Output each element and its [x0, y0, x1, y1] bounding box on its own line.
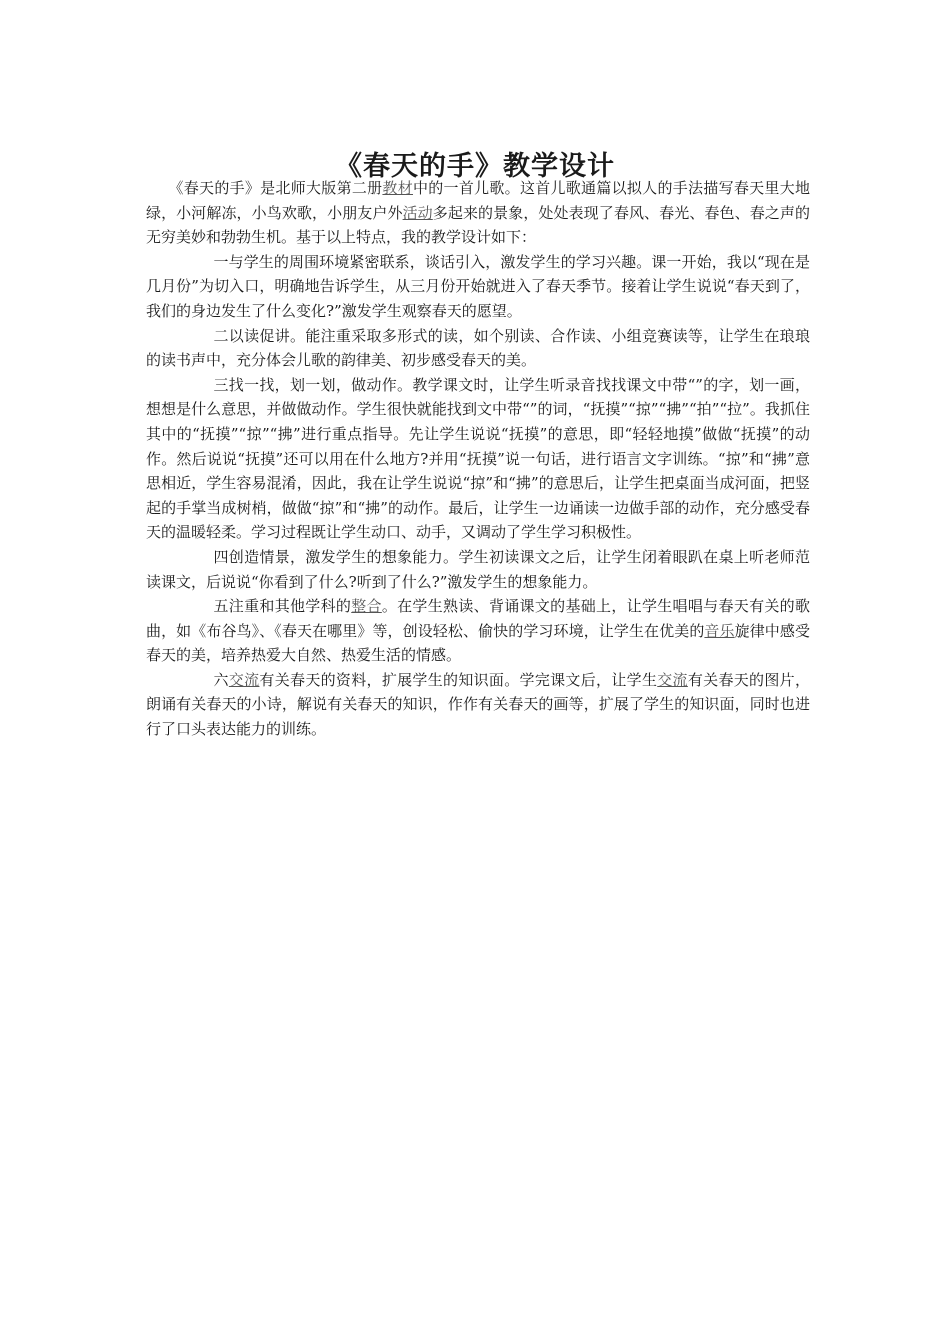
paragraph: [146, 668, 810, 742]
document-title: 《春天的手》教学设计: [335, 151, 615, 183]
paragraph: [146, 324, 810, 373]
paragraph-text: 有关春天的图片，朗诵有关春天的小诗，解说有关春天的知识，作作有关春天的画等，扩展了学生的知识面，同时也进行了口头表达能力的训练。: [146, 670, 810, 739]
inline-link[interactable]: 整合: [351, 597, 382, 616]
paragraph-text: 有关春天的资料，扩展学生的知识面。学完课文后，让学生: [259, 670, 658, 689]
paragraph-text: 五注重和其他学科的: [213, 597, 352, 616]
paragraph-text: 三找一找，划一划，做动作。教学课文时，让学生听录音找找课文中带“”的字，划一画，想想是什么意思，并做做动作。学生很快就能找到文中带“”的词，“抚摸”“掠”“拂”“拍”“拉”。我抓住其中的“抚摸”“掠”“拂”进行重点指导。先让学生说说“抚摸”的意思，即“轻轻地摸”做做“抚摸”的动作。然后说说“抚摸”还可以用在什么地方?并用“抚摸”说一句话，进行语言文字训练。“掠”和“拂”意思相近，学生容易混淆，因此，我在让学生说说“掠”和“拂”的意思后，让学生把桌面当成河面，把竖起的手掌当成树梢，做做“掠”和“拂”的动作。最后，让学生一边诵读一边做手部的动作，充分感受春天的温暖轻柔。学习过程既让学生动口、动手，又调动了学生学习积极性。: [146, 375, 810, 542]
paragraph: [146, 373, 810, 545]
paragraph-text: 二以读促讲。能注重采取多形式的读，如个别读、合作读、小组竞赛读等，让学生在琅琅的读书声中，充分体会儿歌的韵律美、初步感受春天的美。: [146, 326, 810, 370]
inline-link[interactable]: 音乐: [704, 621, 735, 640]
inline-link[interactable]: 活动: [402, 203, 433, 222]
inline-link[interactable]: 交流: [657, 670, 688, 689]
paragraph-text: 《春天的手》是北师大版第二册: [168, 179, 383, 197]
paragraph-text: 一与学生的周围环境紧密联系，谈话引入，激发学生的学习兴趣。课一开始，我以“现在是几月份”为切入口，明确地告诉学生，从三月份开始就进入了春天季节。接着让学生说说“春天到了，我们的身边发生了什么变化?”激发学生观察春天的愿望。: [146, 252, 810, 320]
inline-link[interactable]: 教材: [382, 179, 413, 197]
paragraph-text: 中的一首儿歌。这首儿歌通篇以拟人的手法描写春天里大地绿，小河解冻，小鸟欢歌，小朋友户外: [146, 179, 810, 222]
paragraph-text: 旋律中感受春天的美，培养热爱大自然、热爱生活的情感。: [146, 621, 810, 665]
paragraph: [146, 594, 810, 668]
document-body: [146, 176, 810, 742]
paragraph: [146, 545, 810, 594]
paragraph-text: 。在学生熟读、背诵课文的基础上，让学生唱唱与春天有关的歌曲，如《布谷鸟》、《春天在哪里》等，创设轻松、偷快的学习环境，让学生在优美的: [146, 597, 810, 640]
paragraph-text: 四创造情景，激发学生的想象能力。学生初读课文之后，让学生闭着眼趴在桌上听老师范读课文，后说说“你看到了什么?听到了什么?”激发学生的想象能力。: [146, 547, 810, 591]
inline-link[interactable]: 交流: [228, 670, 260, 689]
paragraph-text: 多起来的景象，处处表现了春风、春光、春色、春之声的无穷美妙和勃勃生机。基于以上特点，我的教学设计如下：: [146, 203, 810, 247]
paragraph: [146, 250, 810, 324]
paragraph: [146, 176, 810, 250]
paragraph-text: 六: [213, 670, 229, 689]
